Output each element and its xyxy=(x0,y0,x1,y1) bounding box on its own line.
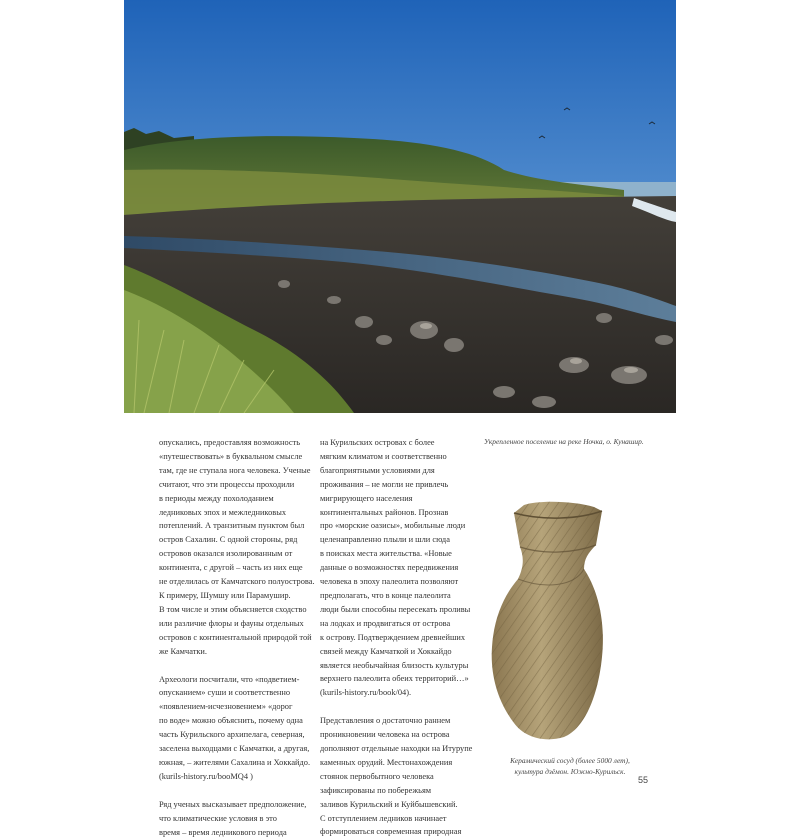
paragraph-4: на Курильских островах с более мягким климатом и соответственно благоприятными условиями для проживания – не могли не привлечь мигрирующего населения континентальных районов. Прознав про «морские оазисы», мобильные люди целенаправленно плыли и шли сюда в поисках места жительства. «Новые данные о возможностях передвижения человека в эпоху палеолита позволяют предполагать, что в конце палеолита люди были способны пересекать проливы на лодках и продвигаться от острова к острову. Подтверждением древнейших связей между Камчаткой и Хоккайдо является необычайная близость культуры верхнего палеолита обеих территорий…» (kurils-history.ru/book/04). xyxy=(320,438,471,698)
ceramic-vessel-image xyxy=(484,497,624,743)
paragraph-5: Представления о достаточно раннем проникновении человека на острова дополняют отдельные находки на Итурупе каменных орудий. Местонахождения стоянок первобытного человека зафиксированы по побережьям заливов Курильский и Куйбышевский. С отступлением ледников начинает формироваться современная природная xyxy=(320,716,473,837)
text-column-1 xyxy=(159,436,315,839)
paragraph-2: Археологи посчитали, что «подветием- опусканием» суши и соответственно «появлением-исчезновением» «дорог по воде» можно объяснить, почему одна часть Курильского архипелага, северная, заселена выходцами с Камчатки, а другая, южная, – жителями Сахалина и Хоккайдо. (kurils-history.ru/booMQ4 ) xyxy=(159,674,311,781)
paragraph-1: опускались, предоставляя возможность «путешествовать» в буквальном смысле там, где не ступала нога человека. Ученые считают, что эти процессы проходили в периоды между похолоданием ледниковых эпох и межледниковых потеплений. А транзитным пунктом был остров Сахалин. С одной стороны, ряд островов оказался изолированным от континента, с другой – часть из них еще не отделилась от Камчатского полуострова. К примеру, Шумшу или Парамушир. В том числе и этим объясняется сходство или различие флоры и фауны отдельных островов с континентальной природой той же Камчатки. xyxy=(159,438,315,656)
page-number: 55 xyxy=(638,775,649,785)
landscape-photo xyxy=(124,0,676,413)
photo-caption: Укрепленное поселение на реке Ночка, о. Кунашир. xyxy=(484,437,644,446)
vessel-caption: Керамический сосуд (более 5000 лет), культура дзёмон. Южно-Курильск. xyxy=(510,756,630,776)
text-column-2 xyxy=(320,436,473,839)
paragraph-3: Ряд ученых высказывает предположение, что климатические условия в это время – время ледникового периода xyxy=(159,799,307,837)
